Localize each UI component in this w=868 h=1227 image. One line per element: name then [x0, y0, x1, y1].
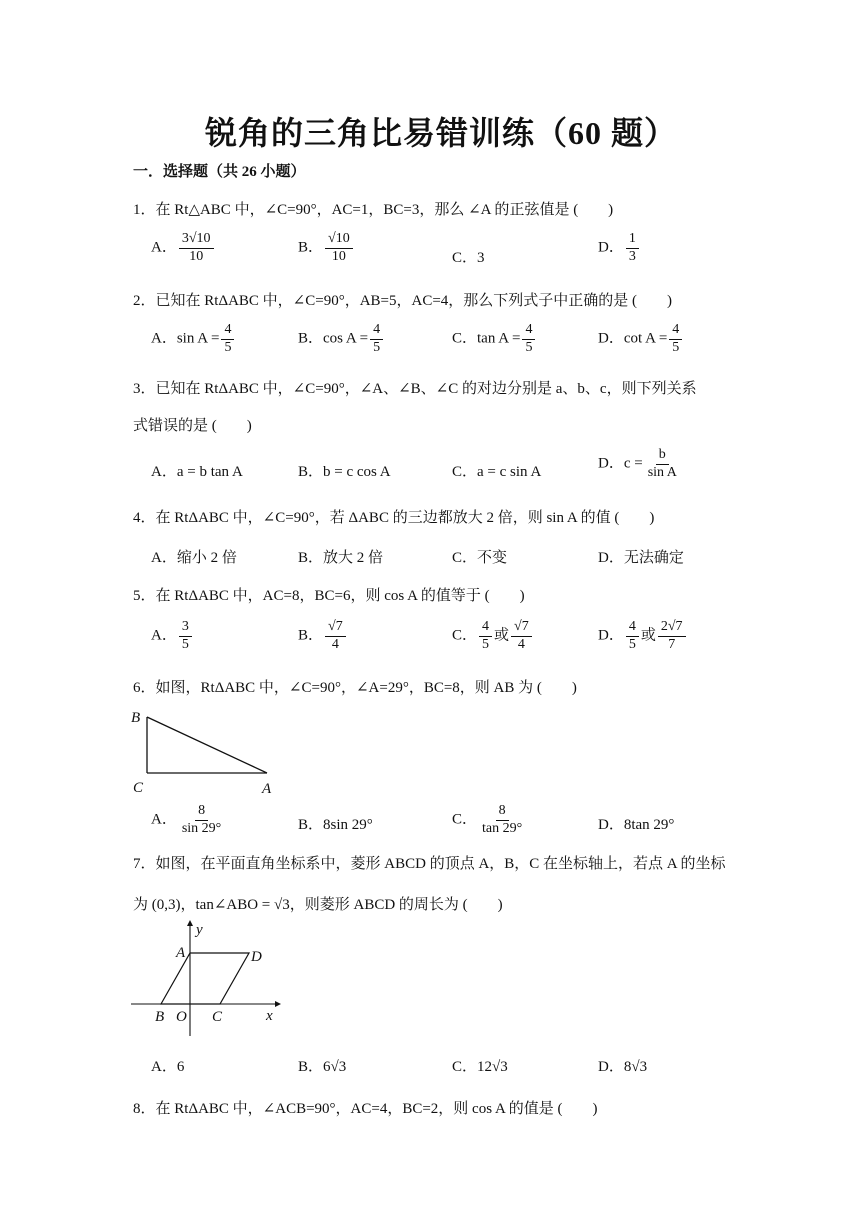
fraction: $\frac{8}{\sin 29^\circ}$: [181, 803, 222, 836]
question-text: 在 Rt△ABC 中，∠C=90°，AC=1，BC=3，那么 ∠A 的正弦值是 ( ): [155, 202, 614, 218]
q1-option-c[interactable]: C．3: [452, 250, 485, 266]
q5-option-d[interactable]: D． $\frac{4}{5}$ 或 $\frac{2√7}{7}$: [598, 620, 688, 652]
axis-label-x: x: [266, 1008, 273, 1024]
question-7: 7．如图，在平面直角坐标系中，菱形 ABCD 的顶点 A，B，C 在坐标轴上，若点 A 的坐标: [133, 856, 726, 872]
fraction: $\frac{√10}{10}$: [325, 232, 353, 264]
x-axis-arrow-icon: [275, 1001, 281, 1007]
vertex-label-b: B: [155, 1009, 165, 1025]
question-text: 已知在 RtΔABC 中，∠C=90°，AB=5，AC=4，那么下列式子中正确的是 ( ): [155, 293, 673, 309]
fraction: $\frac{4}{5}$: [479, 620, 492, 652]
vertex-label-a: A: [176, 945, 186, 961]
q1-option-d[interactable]: D． $\frac{1}{3}$: [598, 232, 641, 264]
fraction: $\frac{8}{\tan 29^\circ}$: [482, 803, 523, 836]
fraction: $\frac{4}{5}$: [522, 323, 535, 355]
vertex-label-a: A: [262, 781, 272, 797]
rhombus-figure: [125, 918, 285, 1038]
fraction: $\frac{1}{3}$: [626, 232, 639, 264]
q2-option-b[interactable]: B．cos A = $\frac{4}{5}$: [298, 323, 385, 355]
q1-option-b[interactable]: B． $\frac{√10}{10}$: [298, 232, 355, 264]
vertex-label-c: C: [212, 1009, 223, 1025]
fraction: $\frac{4}{5}$: [626, 620, 639, 652]
q2-option-d[interactable]: D．cot A = $\frac{4}{5}$: [598, 323, 684, 355]
q6-option-d[interactable]: D．8tan 29°: [598, 817, 675, 833]
fraction: $\frac{√7}{4}$: [511, 620, 532, 652]
question-6: 6．如图，RtΔABC 中，∠C=90°，∠A=29°，BC=8，则 AB 为 ( ): [133, 680, 577, 696]
question-3-cont: 式错误的是 ( ): [133, 418, 252, 434]
fraction: $\frac{b}{\text{sin A}}$: [647, 447, 677, 480]
axis-label-y: y: [196, 922, 203, 938]
q7-option-a[interactable]: A．6: [151, 1059, 185, 1075]
q4-option-d[interactable]: D．无法确定: [598, 550, 684, 566]
question-number: 1．: [133, 202, 156, 218]
question-text: 如图，RtΔABC 中，∠C=90°，∠A=29°，BC=8，则 AB 为 ( ): [155, 680, 577, 696]
page-title: 锐角的三角比易错训练（60 题）: [205, 115, 678, 151]
section-heading: 一．选择题（共 26 小题）: [133, 164, 306, 180]
vertex-label-c: C: [133, 780, 144, 796]
vertex-label-b: B: [131, 710, 141, 726]
q3-option-a[interactable]: A．a = b tan A: [151, 464, 243, 480]
fraction: $\frac{3}{5}$: [179, 620, 192, 652]
question-text: 在 RtΔABC 中，AC=8，BC=6，则 cos A 的值等于 ( ): [155, 588, 525, 604]
question-5: 5．在 RtΔABC 中，AC=8，BC=6，则 cos A 的值等于 ( ): [133, 588, 525, 604]
q7-option-c[interactable]: C．12√3: [452, 1059, 508, 1075]
q7-option-b[interactable]: B．6√3: [298, 1059, 347, 1075]
question-4: 4．在 RtΔABC 中，∠C=90°，若 ΔABC 的三边都放大 2 倍，则 sin A 的值 ( ): [133, 510, 655, 526]
q1-option-a[interactable]: A． $\frac{3√10}{10}$: [151, 232, 216, 264]
question-text: 如图，在平面直角坐标系中，菱形 ABCD 的顶点 A，B，C 在坐标轴上，若点 A 的坐标: [155, 856, 726, 872]
fraction: $\frac{2√7}{7}$: [658, 620, 686, 652]
fraction: $\frac{3√10}{10}$: [179, 232, 214, 264]
rhombus-abcd: [161, 953, 249, 1004]
question-3: 3．已知在 RtΔABC 中，∠C=90°，∠A、∠B、∠C 的对边分别是 a、b、c，则下列关系: [133, 381, 697, 397]
vertex-label-d: D: [251, 949, 262, 965]
question-text: 在 RtΔABC 中，∠ACB=90°，AC=4，BC=2，则 cos A 的值是 ( ): [155, 1101, 598, 1117]
q5-option-a[interactable]: A． $\frac{3}{5}$: [151, 620, 194, 652]
q4-option-c[interactable]: C．不变: [452, 550, 508, 566]
question-text: 在 RtΔABC 中，∠C=90°，若 ΔABC 的三边都放大 2 倍，则 sin A 的值 ( ): [155, 510, 655, 526]
question-7-cont: 为 (0,3)，tan∠ABO = √3，则菱形 ABCD 的周长为 ( ): [133, 897, 503, 913]
q6-option-b[interactable]: B．8sin 29°: [298, 817, 373, 833]
y-axis-arrow-icon: [187, 920, 193, 926]
q7-option-d[interactable]: D．8√3: [598, 1059, 648, 1075]
question-8: 8．在 RtΔABC 中，∠ACB=90°，AC=4，BC=2，则 cos A 的值是 ( ): [133, 1101, 598, 1117]
question-text: 已知在 RtΔABC 中，∠C=90°，∠A、∠B、∠C 的对边分别是 a、b、c，则下列关系: [155, 381, 697, 397]
question-2: 2．已知在 RtΔABC 中，∠C=90°，AB=5，AC=4，那么下列式子中正确的是 ( ): [133, 293, 673, 309]
q5-option-b[interactable]: B． $\frac{√7}{4}$: [298, 620, 348, 652]
q5-option-c[interactable]: C． $\frac{4}{5}$ 或 $\frac{√7}{4}$: [452, 620, 534, 652]
question-1: [133, 198, 613, 219]
q3-option-d[interactable]: D．c = $\frac{b}{\text{sin A}}$: [598, 448, 682, 480]
q2-option-c[interactable]: C．tan A = $\frac{4}{5}$: [452, 323, 537, 355]
q3-option-c[interactable]: C．a = c sin A: [452, 464, 542, 480]
fraction: $\frac{4}{5}$: [370, 323, 383, 355]
fraction: $\frac{4}{5}$: [669, 323, 682, 355]
fraction: $\frac{√7}{4}$: [325, 620, 346, 652]
q2-option-a[interactable]: A．sin A = $\frac{4}{5}$: [151, 323, 236, 355]
q4-option-a[interactable]: A．缩小 2 倍: [151, 550, 237, 566]
fraction: $\frac{4}{5}$: [221, 323, 234, 355]
triangle-figure: [125, 705, 285, 800]
q6-option-a[interactable]: A． $\frac{8}{\sin 29^\circ}$: [151, 804, 226, 836]
q6-option-c[interactable]: C． $\frac{8}{\tan 29^\circ}$: [452, 804, 527, 836]
side-ab: [147, 717, 267, 773]
q3-option-b[interactable]: B．b = c cos A: [298, 464, 391, 480]
q4-option-b[interactable]: B．放大 2 倍: [298, 550, 384, 566]
origin-label: O: [176, 1009, 187, 1025]
